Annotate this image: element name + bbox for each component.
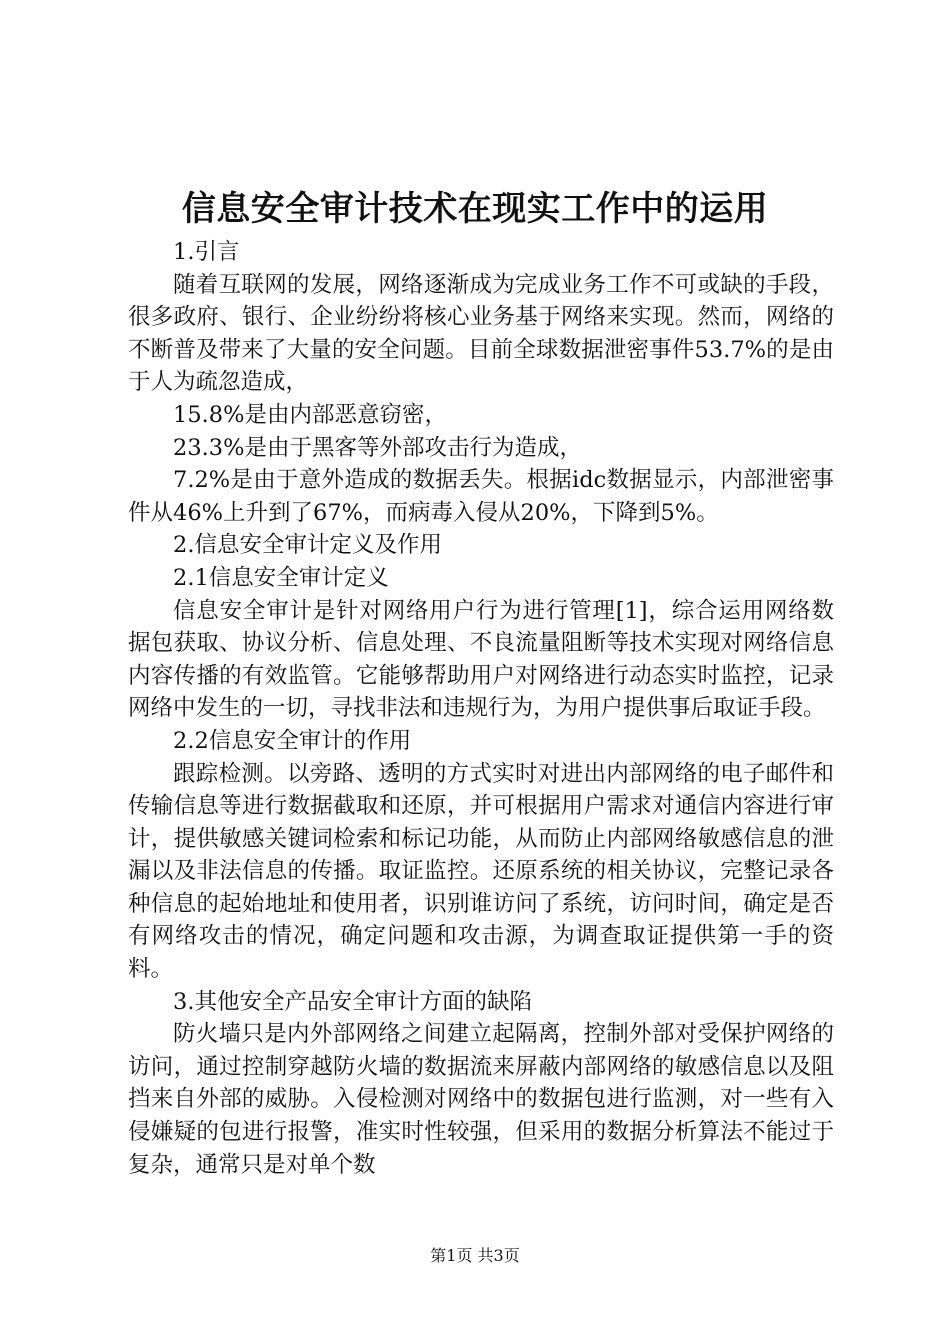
paragraph: 15.8%是由内部恶意窃密， [173,401,447,428]
section-heading: 2.信息安全审计定义及作用 [173,532,442,559]
subsection-heading: 2.2信息安全审计的作用 [173,727,412,754]
section-heading-intro: 1.引言 [173,239,240,265]
section-heading: 3.其他安全产品安全审计方面的缺陷 [173,988,532,1015]
page-number-footer: 第1页 共3页 [430,1246,520,1265]
paragraph: 信息安全审计是针对网络用户行为进行管理[1]，综合运用网络数据包获取、协议分析、信息处理、不良流量阻断等技术实现对网络信息内容传播的有效监管。它能够帮助用户对网络进行动态实时监控，记录网络中发生的一切，寻找非法和违规行为，为用户提供事后取证手段。 [128,597,834,722]
document-title: 信息安全审计技术在现实工作中的运用 [181,189,769,229]
paragraph: 跟踪检测。以旁路、透明的方式实时对进出内部网络的电子邮件和传输信息等进行数据截取和还原，并可根据用户需求对通信内容进行审计，提供敏感关键词检索和标记功能，从而防止内部网络敏感信息的泄漏以及非法信息的传播。取证监控。还原系统的相关协议，完整记录各种信息的起始地址和使用者，识别谁访问了系统，访问时间，确定是否有网络攻击的情况，确定问题和攻击源，为调查取证提供第一手的资料。 [128,760,834,983]
paragraph: 7.2%是由于意外造成的数据丢失。根据idc数据显示，内部泄密事件从46%上升到了67%，而病毒入侵从20%，下降到5%。 [128,467,834,526]
subsection-heading: 2.1信息安全审计定义 [173,564,389,591]
paragraph: 随着互联网的发展，网络逐渐成为完成业务工作不可或缺的手段，很多政府、银行、企业纷纷将核心业务基于网络来实现。然而，网络的不断普及带来了大量的安全问题。目前全球数据泄密事件53.7%的是由于人为疏忽造成， [128,271,834,396]
paragraph: 防火墙只是内外部网络之间建立起隔离，控制外部对受保护网络的访问，通过控制穿越防火墙的数据流来屏蔽内部网络的敏感信息以及阻挡来自外部的威胁。入侵检测对网络中的数据包进行监测，对一些有入侵嫌疑的包进行报警，准实时性较强，但采用的数据分析算法不能过于复杂，通常只是对单个数 [128,1021,834,1178]
paragraph: 23.3%是由于黑客等外部攻击行为造成， [173,434,582,461]
document-body [128,236,834,1181]
